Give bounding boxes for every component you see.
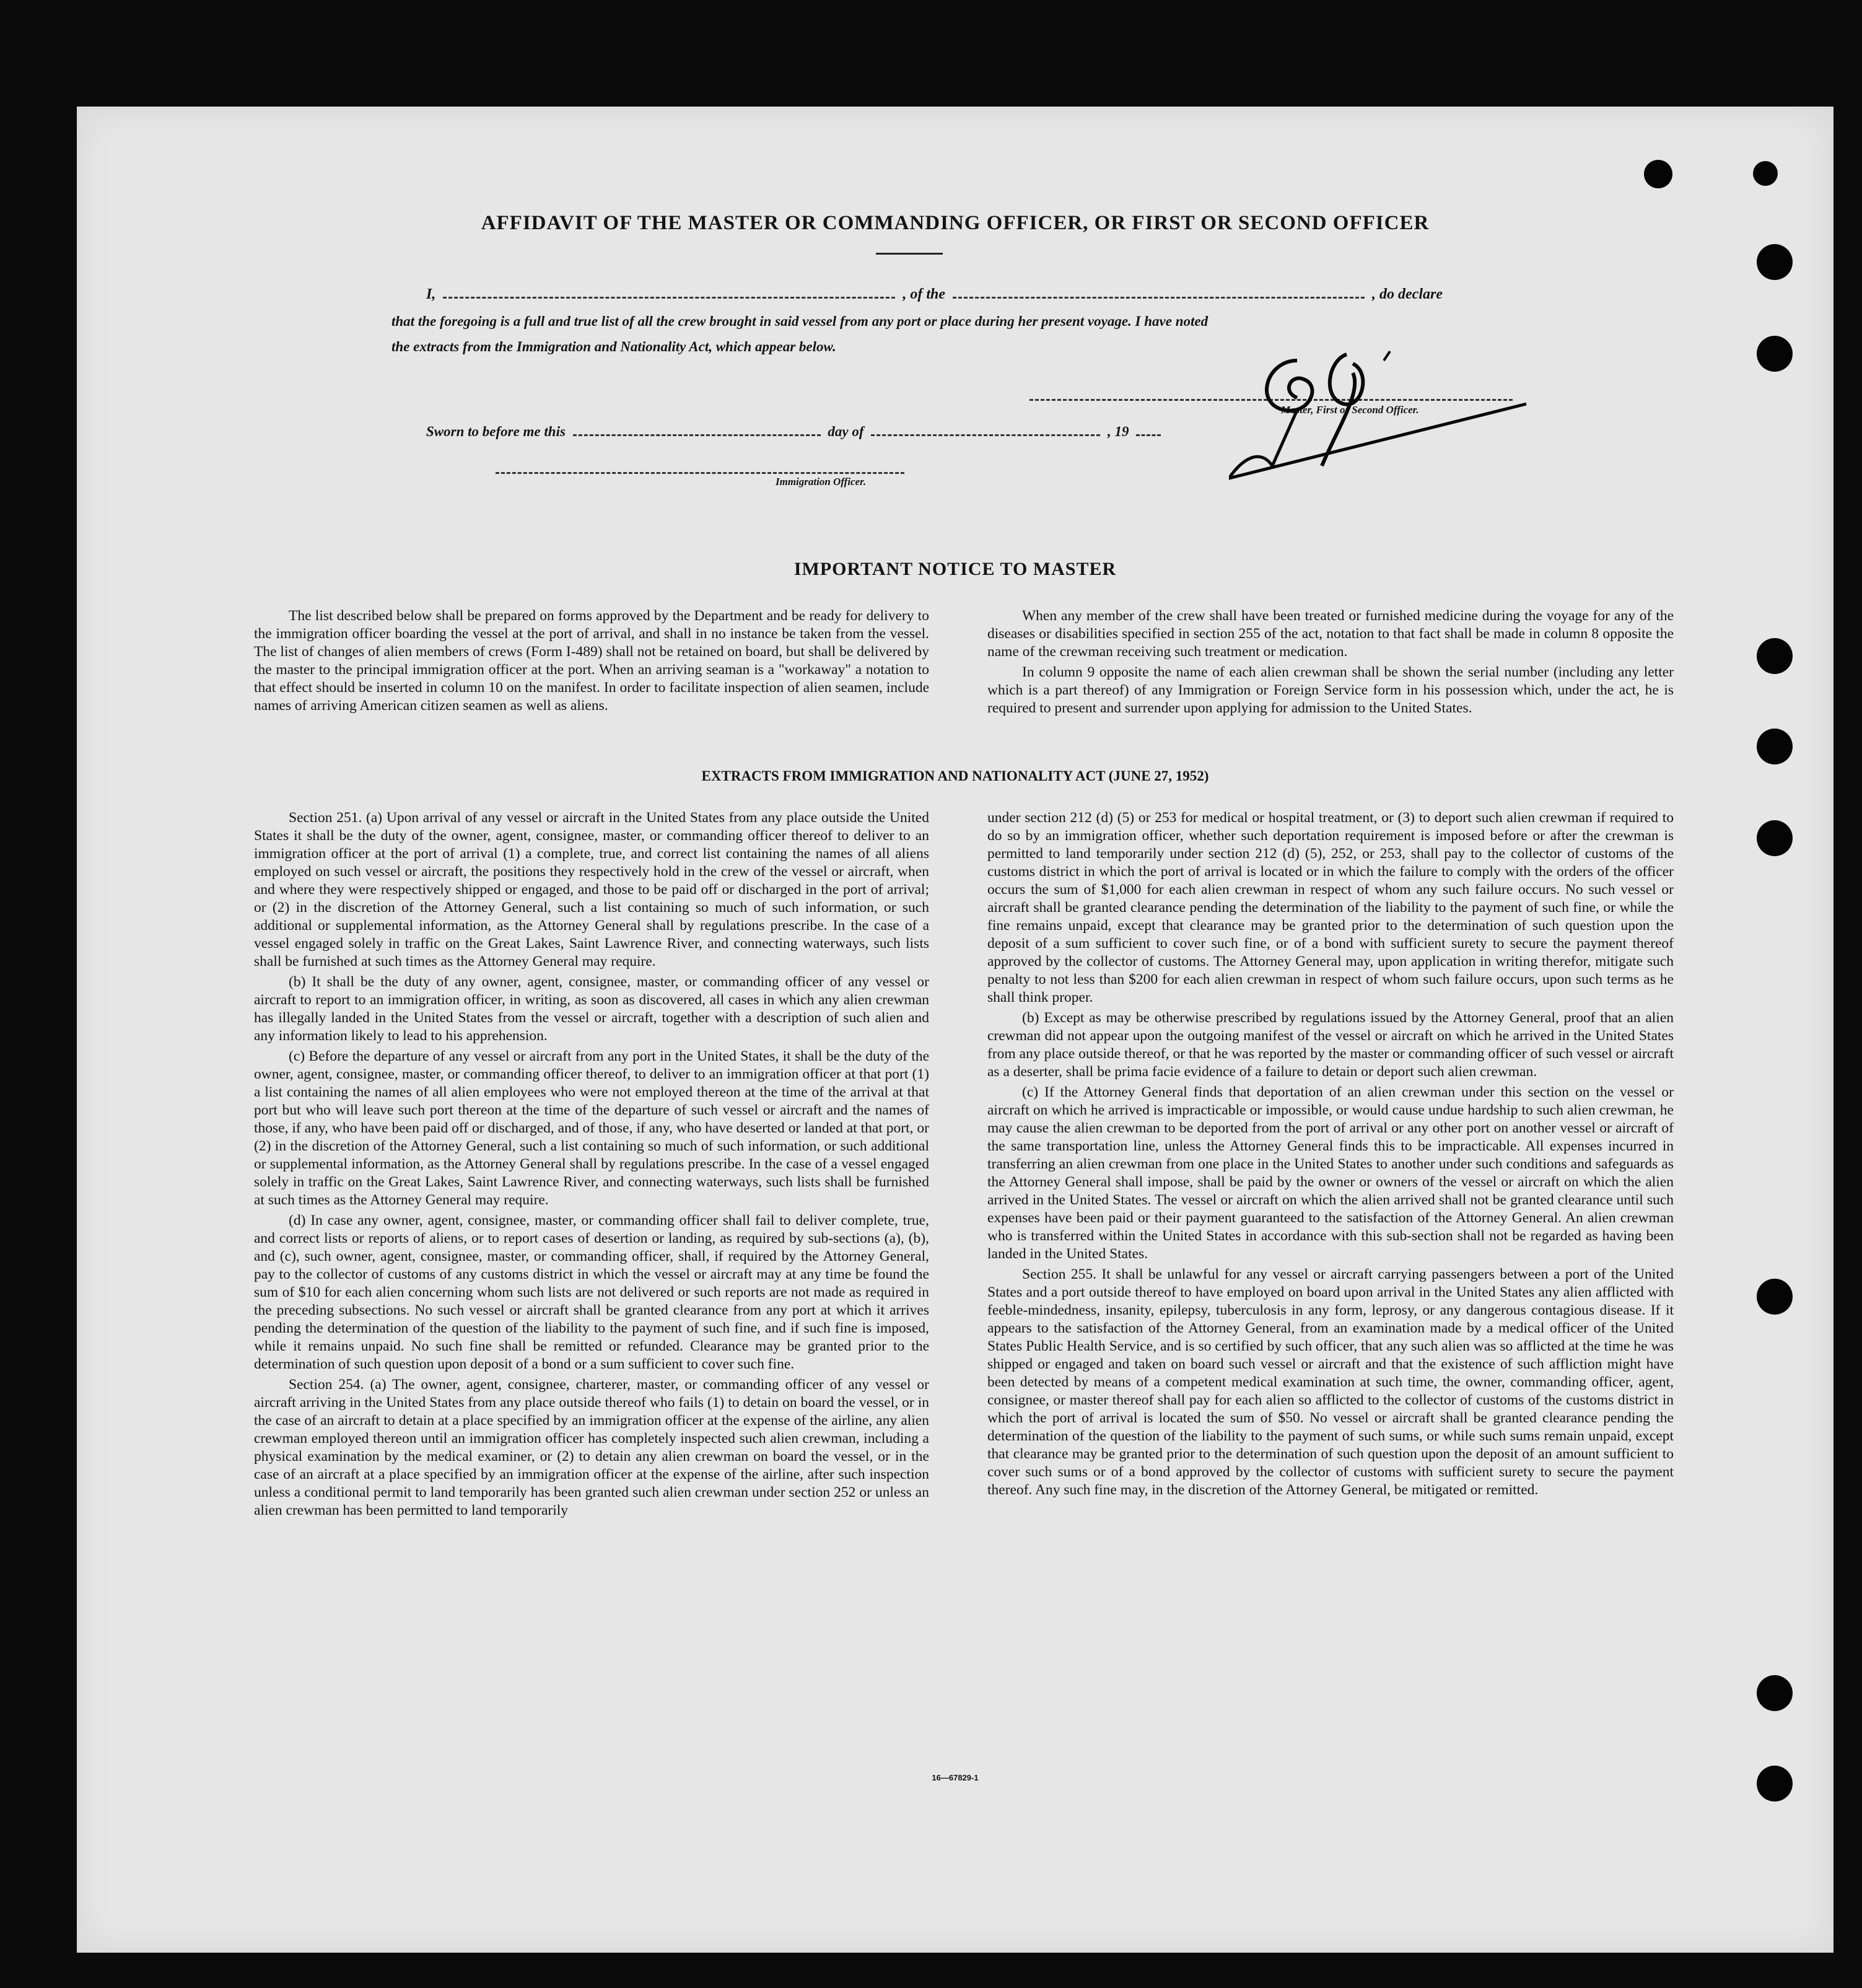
sworn-line xyxy=(426,424,1165,440)
form-page xyxy=(77,107,1834,1953)
notice-paragraph: In column 9 opposite the name of each alien crewman shall be shown the serial number (including any letter which is a part thereof) of any Immigration or Foreign Service form in his possession which, under the act, he is required to present and surrender upon applying for admission to the United States. xyxy=(987,664,1674,716)
vessel-label: , of the xyxy=(903,286,946,302)
notice-right-column xyxy=(987,607,1674,720)
punch-hole xyxy=(1757,820,1793,856)
sworn-year-field[interactable] xyxy=(1136,434,1161,436)
notice-left-column xyxy=(254,607,929,717)
section-254-c: (c) If the Attorney General finds that deportation of an alien crewman under this section on the vessel or aircraft on which he arrived is impracticable or impossible, or would cause undue hardship to such alien crewman, he may cause the alien crewman to be deported from the port of arrival or any other port on another vessel or aircraft of the same transportation line, unless the Attorney General finds this to be impracticable. All expenses incurred in transferring an alien crewman from one place in the United States to another under such conditions and safeguards as the Attorney General shall impose, shall be paid by the owner or owners of the vessel or aircraft on which the alien arrived in the United States. The vessel or aircraft on which the alien arrived shall not be granted clearance until such expenses have been paid or their payment guaranteed to the satisfaction of the Attorney General. An alien crewman who is transferred within the United States in accordance with this sub-section shall not be regarded as having been landed in the United States. xyxy=(987,1084,1674,1262)
punch-hole xyxy=(1757,1279,1793,1315)
sworn-month-field[interactable] xyxy=(871,434,1100,436)
declare-label: , do declare xyxy=(1372,286,1443,302)
declaration-line-2: that the foregoing is a full and true list of all the crew brought in said vessel from any port or place during her present voyage. I have noted xyxy=(391,313,1209,329)
extracts-right-column xyxy=(987,809,1674,1502)
extracts-left-column xyxy=(254,809,929,1522)
sworn-day-field[interactable] xyxy=(573,434,821,436)
vessel-name-field[interactable] xyxy=(953,297,1365,299)
notice-title: IMPORTANT NOTICE TO MASTER xyxy=(793,559,1117,579)
punch-hole xyxy=(1757,729,1793,764)
day-of-label: day of xyxy=(828,424,864,439)
notice-paragraph: The list described below shall be prepared on forms approved by the Department and be ready for delivery to the immigration officer boarding the vessel at the port of arrival, and shall in no instance be taken from the vessel. The list of changes of alien members of crews (Form I-489) shall not be retained on board, but shall be delivered by the master to the principal immigration officer at the port. When an arriving seaman is a "workaway" a notation to that effect should be inserted in column 10 on the manifest. In order to facilitate inspection of alien seamen, include names of arriving American citizen seamen as well as aliens. xyxy=(254,608,929,714)
year-label: , 19 xyxy=(1108,424,1129,439)
title-rule xyxy=(876,253,943,255)
section-251-a: Section 251. (a) Upon arrival of any vessel or aircraft in the United States from any place outside the United States it shall be the duty of the owner, agent, consignee, master, or commanding officer thereof to deliver to an immigration officer at the port of arrival (1) a complete, true, and correct list containing the names of all aliens employed on such vessel or aircraft, the positions they respectively hold in the crew of the vessel or aircraft, when and where they were respectively shipped or engaged, and those to be paid off or discharged in the port of arrival; or (2) in the discretion of the Attorney General, such a list containing so much of such information, or such additional or supplemental information, as the Attorney General shall by regulations prescribe. In the case of a vessel engaged solely in traffic on the Great Lakes, Saint Lawrence River, and connecting waterways, such lists shall be furnished at such times as the Attorney General may require. xyxy=(254,810,929,970)
section-251-d: (d) In case any owner, agent, consignee, master, or commanding officer shall fail to deliver complete, true, and correct lists or reports of aliens, or to report cases of desertion or landing, as required by sub-sections (a), (b), and (c), such owner, agent, consignee, master, or commanding officer, shall, if required by the Attorney General, pay to the collector of customs of any customs district in which the vessel or aircraft may at any time be found the sum of $10 for each alien concerning whom such lists are not delivered or such reports are not made as required in the preceding subsections. No such vessel or aircraft shall be granted clearance from any port at which it arrives pending the determination of the question of the liability to the payment of such fine, and if such fine is imposed, while it remains unpaid. No such fine shall be remitted or refunded. Clearance may be granted prior to the determination of such question upon deposit of a bond or a sum sufficient to cover such fine. xyxy=(254,1212,929,1372)
affidavit-title: AFFIDAVIT OF THE MASTER OR COMMANDING OFFICER, OR FIRST OR SECOND OFFICER xyxy=(481,212,1430,234)
sworn-label: Sworn to before me this xyxy=(426,424,566,439)
punch-hole xyxy=(1757,1766,1793,1802)
section-254-a-continued: under section 212 (d) (5) or 253 for medical or hospital treatment, or (3) to deport such alien crewman if required to do so by an immigration officer, whether such deportation requirement is imposed before or after the crewman is permitted to land temporarily under section 212 (d) (5), 252, or 253, shall pay to the collector of customs of the customs district in which the port of arrival is located or in which the failure to comply with the orders of the officer occurs the sum of $1,000 for each alien crewman in respect of whom any such failure occurs. No such vessel or aircraft shall be granted clearance pending the determination of the liability to the payment of such fine, or while the fine remains unpaid, except that clearance may be granted prior to the determination of such question upon the deposit of a sum sufficient to cover such fine, or of a bond with sufficient surety to secure the payment thereof approved by the collector of customs. The Attorney General may, upon application in writing therefor, mitigate such penalty to not less than $200 for each alien crewman in respect of whom such failure occurs, upon such terms as he shall think proper. xyxy=(987,810,1674,1005)
punch-hole xyxy=(1644,160,1672,188)
master-signature-caption: Master, First or Second Officer. xyxy=(1281,404,1419,416)
punch-hole xyxy=(1757,336,1793,372)
section-251-b: (b) It shall be the duty of any owner, agent, consignee, master, or commanding officer of any vessel or aircraft to report to an immigration officer, in writing, as soon as discovered, all cases in which any alien crewman has illegally landed in the United States from the vessel or aircraft, together with a description of such alien and any information likely to lead to his apprehension. xyxy=(254,974,929,1044)
declaration-line-1 xyxy=(426,286,1443,303)
section-254-b: (b) Except as may be otherwise prescribed by regulations issued by the Attorney General, proof that an alien crewman did not appear upon the outgoing manifest of the vessel or aircraft on which he arrived in the United States from any place outside thereof, or that he was reported by the master or commanding officer of such vessel or aircraft as a deserter, shall be prima facie evidence of a failure to detain or deport such alien crewman. xyxy=(987,1010,1674,1080)
declarant-label: I, xyxy=(426,286,436,302)
extracts-title: EXTRACTS FROM IMMIGRATION AND NATIONALITY ACT (JUNE 27, 1952) xyxy=(701,768,1209,784)
notice-paragraph: When any member of the crew shall have been treated or furnished medicine during the voyage for any of the diseases or disabilities specified in section 255 of the act, notation to that fact shall be made in column 8 opposite the name of the crewman receiving such treatment or medication. xyxy=(987,608,1674,660)
immigration-officer-signature-field[interactable] xyxy=(496,472,904,474)
section-251-c: (c) Before the departure of any vessel or aircraft from any port in the United States, it shall be the duty of the owner, agent, consignee, master, or commanding officer thereof, to deliver to an immigration officer at that port (1) a list containing the names of all alien employees who were not employed thereon at the time of the arrival at that port but who will leave such port thereon at the time of the departure of such vessel or aircraft and the names of those, if any, who have been paid off or discharged, and of those, if any, who have deserted or landed at that port, or (2) in the discretion of the Attorney General, such a list containing so much of such information, or such additional or supplemental information, as the Attorney General shall by regulations prescribe. In the case of a vessel engaged solely in traffic on the Great Lakes, Saint Lawrence River, and connecting waterways, such lists shall be furnished at such times as the Attorney General may require. xyxy=(254,1048,929,1208)
declarant-name-field[interactable] xyxy=(443,297,895,299)
declaration-line-3: the extracts from the Immigration and Nationality Act, which appear below. xyxy=(391,339,836,354)
punch-hole xyxy=(1757,638,1793,674)
handwritten-signature xyxy=(1229,336,1551,497)
punch-hole xyxy=(1753,161,1778,186)
form-code: 16—67829-1 xyxy=(932,1773,979,1782)
section-255: Section 255. It shall be unlawful for any vessel or aircraft carrying passengers between a port of the United States and a port outside thereof to have employed on board upon arrival in the United States any alien afflicted with feeble-mindedness, insanity, epilepsy, tuberculosis in any form, leprosy, or any dangerous contagious disease. If it appears to the satisfaction of the Attorney General, from an examination made by a medical officer of the United States Public Health Service, and is so certified by such officer, that any such alien was so afflicted at the time he was shipped or engaged and taken on board such vessel or aircraft and that the existence of such affliction might have been detected by means of a competent medical examination at such time, the owner, commanding officer, agent, consignee, or master thereof shall pay for each alien so afflicted to the collector of customs of the customs district in which the port of arrival is located the sum of $50. No vessel or aircraft shall be granted clearance pending the determination of the question of the liability to the payment of such sums, or while such sums remain unpaid, except that clearance may be granted prior to the determination of such question upon the deposit of an amount sufficient to cover such sums or of a bond approved by the collector of customs with sufficient surety to secure the payment thereof. Any such fine may, in the discretion of the Attorney General, be mitigated or remitted. xyxy=(987,1266,1674,1498)
section-254-a: Section 254. (a) The owner, agent, consignee, charterer, master, or commanding officer of any vessel or aircraft arriving in the United States from any place outside thereof who fails (1) to detain on board the vessel, or in the case of an aircraft to detain at a place specified by an immigration officer at the expense of the airline, any alien crewman employed thereon until an immigration officer has completely inspected such alien crewman, including a physical examination by the medical examiner, or (2) to detain any alien crewman on board the vessel, or in the case of an aircraft at a place specified by an immigration officer at the expense of the airline, after such inspection unless a conditional permit to land temporarily has been granted such alien crewman under section 252 or unless an alien crewman has been permitted to land temporarily xyxy=(254,1377,929,1518)
punch-hole xyxy=(1757,244,1793,280)
immigration-officer-caption: Immigration Officer. xyxy=(776,476,867,488)
punch-hole xyxy=(1757,1675,1793,1711)
